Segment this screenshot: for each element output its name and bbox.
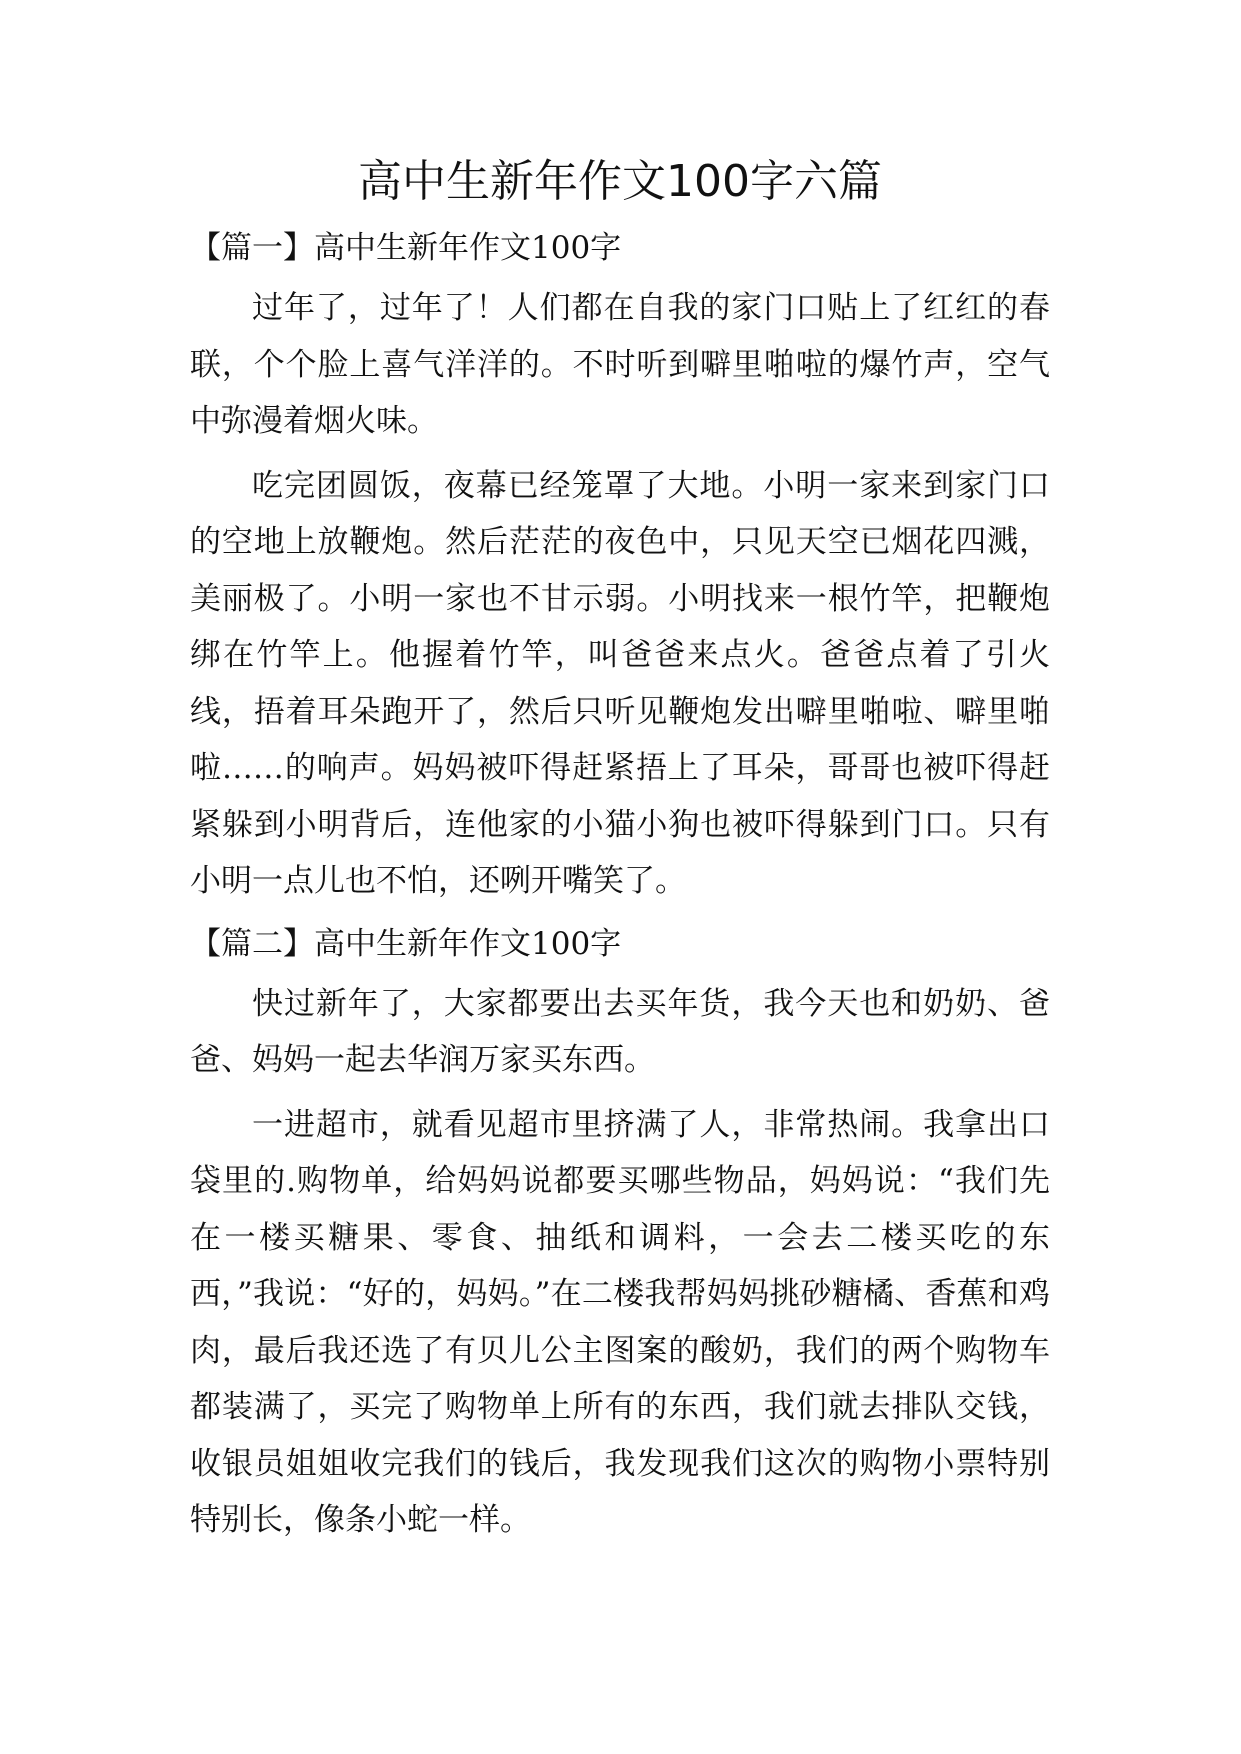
paragraph: 吃完团圆饭，夜幕已经笼罩了大地。小明一家来到家门口的空地上放鞭炮。然后茫茫的夜色中，只见天空已烟花四溅，美丽极了。小明一家也不甘示弱。小明找来一根竹竿，把鞭炮绑在竹竿上。他握着竹竿，叫爸爸来点火。爸爸点着了引火线，捂着耳朵跑开了，然后只听见鞭炮发出噼里啪啦、噼里啪啦……的响声。妈妈被吓得赶紧捂上了耳朵，哥哥也被吓得赶紧躲到小明背后，连他家的小猫小狗也被吓得躲到门口。只有小明一点儿也不怕，还咧开嘴笑了。	[190, 467, 1050, 899]
section-heading: 【篇一】高中生新年作文100字	[190, 230, 622, 266]
section-1	[190, 222, 1050, 910]
section-heading: 【篇二】高中生新年作文100字	[190, 925, 622, 962]
document-body	[190, 150, 1050, 1557]
document-title: 高中生新年作文100字六篇	[358, 156, 882, 207]
paragraph: 快过新年了，大家都要出去买年货，我今天也和奶奶、爸爸、妈妈一起去华润万家买东西。	[190, 985, 1050, 1078]
section-2	[190, 918, 1050, 1549]
paragraph: 一进超市，就看见超市里挤满了人，非常热闹。我拿出口袋里的.购物单，给妈妈说都要买哪些物品，妈妈说：“我们先在一楼买糖果、零食、抽纸和调料，一会去二楼买吃的东西，”我说：“好的，妈妈。”在二楼我帮妈妈挑砂糖橘、香蕉和鸡肉，最后我还选了有贝儿公主图案的酸奶，我们的两个购物车都装满了，买完了购物单上所有的东西，我们就去排队交钱，收银员姐姐收完我们的钱后，我发现我们这次的购物小票特别特别长，像条小蛇一样。	[190, 1106, 1050, 1538]
paragraph: 过年了，过年了！人们都在自我的家门口贴上了红红的春联，个个脸上喜气洋洋的。不时听到噼里啪啦的爆竹声，空气中弥漫着烟火味。	[190, 290, 1050, 439]
